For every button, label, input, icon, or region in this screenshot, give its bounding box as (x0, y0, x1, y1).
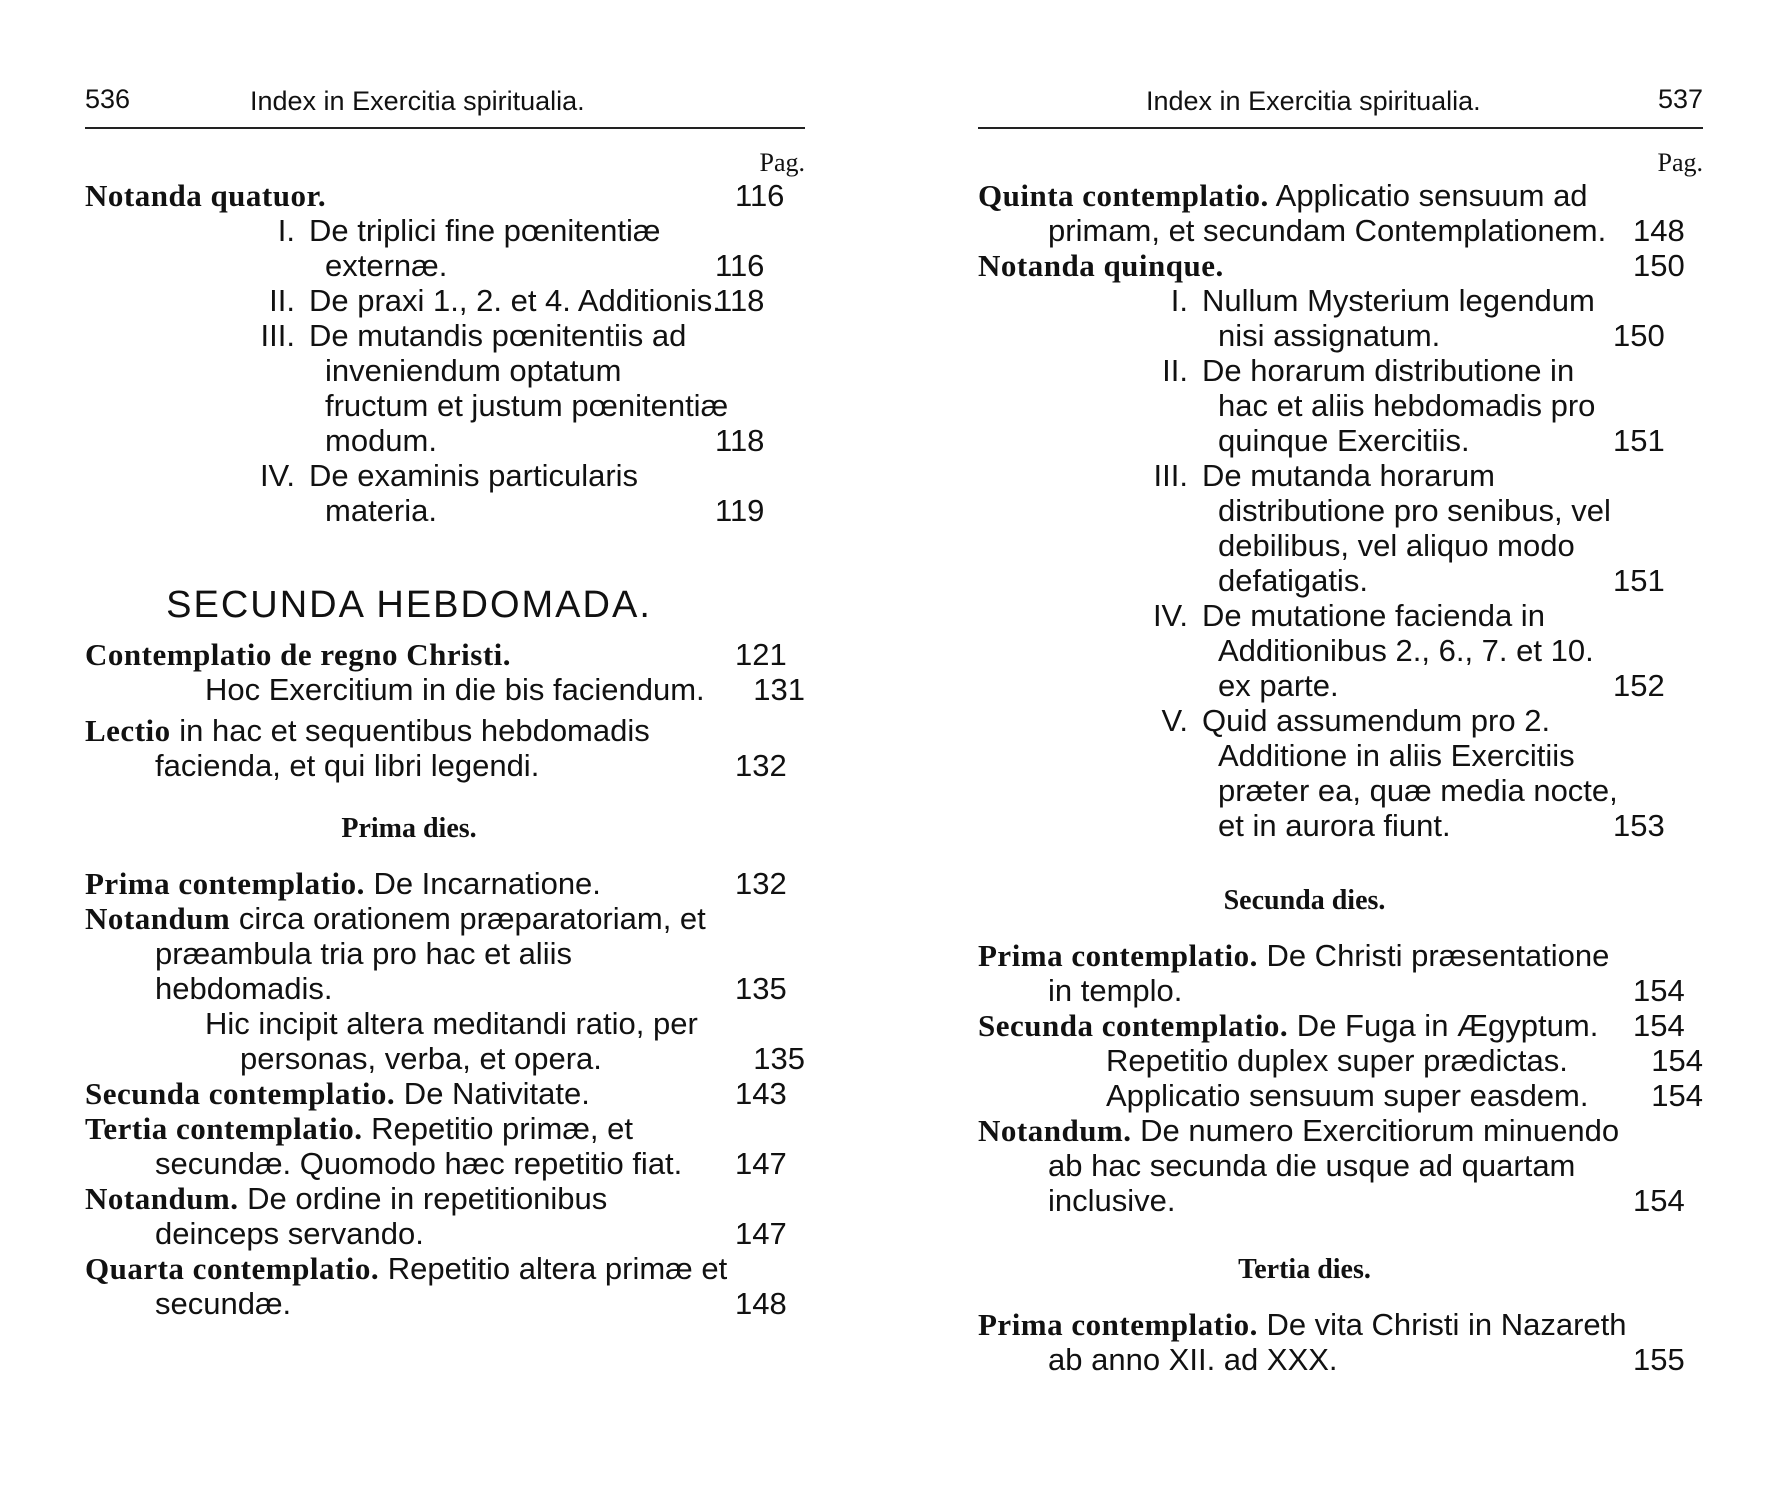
running-head (978, 80, 1703, 120)
index-entry: Notandum. De numero Exercitiorum minuendo ab hac secunda die usque ad quartam inclusive. 154 (978, 1113, 1685, 1218)
roman-numeral: V. (1161, 703, 1188, 738)
entry-text: De examinis particularis materia. (309, 458, 639, 528)
index-subentry: II. De praxi 1., 2. et 4. Additionis. 118 (85, 283, 805, 318)
entry-text: Hic incipit altera meditandi ratio, per personas, verba, et opera. (205, 1006, 698, 1076)
day-title: Prima dies. (341, 813, 477, 844)
entry-heading: Tertia contemplatio. (85, 1111, 363, 1146)
entry-heading: Notanda quinque. (978, 248, 1224, 283)
entry-text: Repetitio altera primæ et secundæ. (155, 1251, 728, 1321)
index-entry: Secunda contemplatio. De Fuga in Ægyptum. 154 (978, 1008, 1685, 1043)
roman-numeral: I. (277, 213, 295, 248)
day-title: Tertia dies. (1238, 1254, 1371, 1285)
index-subentry: IV. De mutatione facienda in Additionibus 2., 6., 7. et 10. ex parte. 152 (978, 598, 1703, 703)
entry-text: De numero Exercitiorum minuendo ab hac secunda die usque ad quartam inclusive. (1048, 1113, 1620, 1218)
index-subentry (85, 672, 805, 707)
running-title: Index in Exercitia spiritualia. (250, 86, 585, 116)
pag-label: Pag. (1657, 148, 1703, 177)
index-subentry: I. De triplici fine pœnitentiæ externæ. 116 (85, 213, 805, 283)
entry-text: Repetitio duplex super prædictas. (1106, 1043, 1568, 1078)
entry-text: De triplici fine pœnitentiæ externæ. (309, 213, 661, 283)
entry-heading: Prima contemplatio. (978, 938, 1258, 973)
entry-heading: Notandum. (978, 1113, 1132, 1148)
entry-heading: Notanda quatuor. (85, 178, 327, 213)
entry-text: De Christi præsentatione in templo. (1048, 938, 1610, 1008)
entry-heading: Quarta contemplatio. (85, 1251, 380, 1286)
entry-page: 154 (1651, 1043, 1703, 1078)
roman-numeral: II. (1162, 353, 1188, 388)
header-rule (85, 127, 805, 129)
index-entry: Quarta contemplatio. Repetitio altera primæ et secundæ. 148 (85, 1251, 787, 1321)
index-subentry (85, 1006, 805, 1076)
entry-text: Hoc Exercitium in die bis faciendum. (205, 672, 705, 707)
index-entry: Lectio in hac et sequentibus hebdomadis facienda, et qui libri legendi. 132 (85, 713, 787, 783)
entry-heading: Contemplatio de regno Christi. (85, 637, 512, 672)
entry-text: De mutanda horarum distributione pro senibus, vel debilibus, vel aliquo modo defatigatis. (1202, 458, 1611, 598)
roman-numeral: IV. (259, 458, 295, 493)
index-subentry: III. De mutandis pœnitentiis ad inveniendum optatum fructum et justum pœnitentiæ modum. 118 (85, 318, 805, 458)
entry-text: De Nativitate. (395, 1076, 590, 1111)
index-subentry: V. Quid assumendum pro 2. Additione in aliis Exercitiis præter ea, quæ media nocte, et in aurora fiunt. 153 (978, 703, 1703, 843)
roman-numeral: II. (269, 283, 295, 318)
entry-page: 131 (753, 672, 805, 707)
header-rule (978, 127, 1703, 129)
index-content (85, 178, 805, 1321)
index-entry: Notanda quinque. 150 (978, 248, 1685, 283)
roman-numeral: IV. (1152, 598, 1188, 633)
entry-page: 154 (1651, 1078, 1703, 1113)
index-entry: Prima contemplatio. De Incarnatione. 132 (85, 866, 787, 901)
entry-text: Nullum Mysterium legendum nisi assignatum. (1202, 283, 1595, 353)
pag-label: Pag. (759, 148, 805, 177)
left-page (85, 0, 805, 1500)
running-title: Index in Exercitia spiritualia. (1146, 86, 1481, 116)
entry-text: De Fuga in Ægyptum. (1288, 1008, 1599, 1043)
entry-text: De mutandis pœnitentiis ad inveniendum optatum fructum et justum pœnitentiæ modum. (309, 318, 729, 458)
entry-text: Applicatio sensuum ad primam, et secundam Contemplationem. (1048, 178, 1607, 248)
index-entry: Notanda quatuor. 116 (85, 178, 785, 213)
entry-text: De ordine in repetitionibus deinceps servando. (155, 1181, 608, 1251)
entry-text: in hac et sequentibus hebdomadis facienda, et qui libri legendi. (155, 713, 650, 783)
index-entry: Contemplatio de regno Christi. 121 (85, 637, 787, 672)
index-entry: Quinta contemplatio. Applicatio sensuum ad primam, et secundam Contemplationem. 148 (978, 178, 1685, 248)
index-subentry: II. De horarum distributione in hac et aliis hebdomadis pro quinque Exercitiis. 151 (978, 353, 1703, 458)
running-head (85, 80, 805, 120)
page-number: 537 (1657, 84, 1703, 114)
index-subentry (978, 1078, 1703, 1113)
entry-text: circa orationem præparatoriam, et præambula tria pro hac et aliis hebdomadis. (155, 901, 706, 1006)
entry-text: De Incarnatione. (364, 866, 601, 901)
entry-heading: Prima contemplatio. (978, 1307, 1258, 1342)
index-entry: Prima contemplatio. De Christi præsentatione in templo. 154 (978, 938, 1685, 1008)
entry-text: De horarum distributione in hac et aliis hebdomadis pro quinque Exercitiis. (1202, 353, 1596, 458)
entry-heading: Secunda contemplatio. (85, 1076, 396, 1111)
roman-numeral: I. (1170, 283, 1188, 318)
entry-heading: Prima contemplatio. (85, 866, 365, 901)
index-subentry: III. De mutanda horarum distributione pro senibus, vel debilibus, vel aliquo modo defatigatis. 151 (978, 458, 1703, 598)
entry-heading: Notandum (85, 901, 231, 936)
roman-numeral: III. (1153, 458, 1188, 493)
entry-heading: Lectio (85, 713, 171, 748)
index-entry: Secunda contemplatio. De Nativitate. 143 (85, 1076, 787, 1111)
entry-heading: Secunda contemplatio. (978, 1008, 1289, 1043)
entry-text: De mutatione facienda in Additionibus 2., 6., 7. et 10. ex parte. (1202, 598, 1594, 703)
entry-heading: Quinta contemplatio. (978, 178, 1269, 213)
index-subentry: IV. De examinis particularis materia. 119 (85, 458, 805, 528)
right-page (978, 0, 1703, 1500)
index-entry: Tertia contemplatio. Repetitio primæ, et secundæ. Quomodo hæc repetitio fiat. 147 (85, 1111, 787, 1181)
index-subentry: I. Nullum Mysterium legendum nisi assignatum. 150 (978, 283, 1703, 353)
index-content (978, 178, 1703, 1377)
entry-text: Applicatio sensuum super easdem. (1106, 1078, 1589, 1113)
page-number: 536 (85, 84, 131, 114)
entry-text: Repetitio primæ, et secundæ. Quomodo hæc repetitio fiat. (155, 1111, 683, 1181)
entry-text: Quid assumendum pro 2. Additione in aliis Exercitiis præter ea, quæ media nocte, et in aurora fiunt. (1202, 703, 1618, 843)
entry-heading: Notandum. (85, 1181, 239, 1216)
index-subentry (978, 1043, 1703, 1078)
section-title: SECUNDA HEBDOMADA. (166, 584, 652, 626)
index-entry: Notandum. De ordine in repetitionibus deinceps servando. 147 (85, 1181, 787, 1251)
index-entry: Prima contemplatio. De vita Christi in Nazareth ab anno XII. ad XXX. 155 (978, 1307, 1685, 1377)
day-title: Secunda dies. (1223, 885, 1386, 916)
index-entry: Notandum circa orationem præparatoriam, et præambula tria pro hac et aliis hebdomadis. 135 (85, 901, 787, 1006)
entry-text: De praxi 1., 2. et 4. Additionis. (309, 283, 721, 318)
roman-numeral: III. (260, 318, 295, 353)
entry-page: 135 (753, 1041, 805, 1076)
entry-text: De vita Christi in Nazareth ab anno XII. ad XXX. (1048, 1307, 1627, 1377)
